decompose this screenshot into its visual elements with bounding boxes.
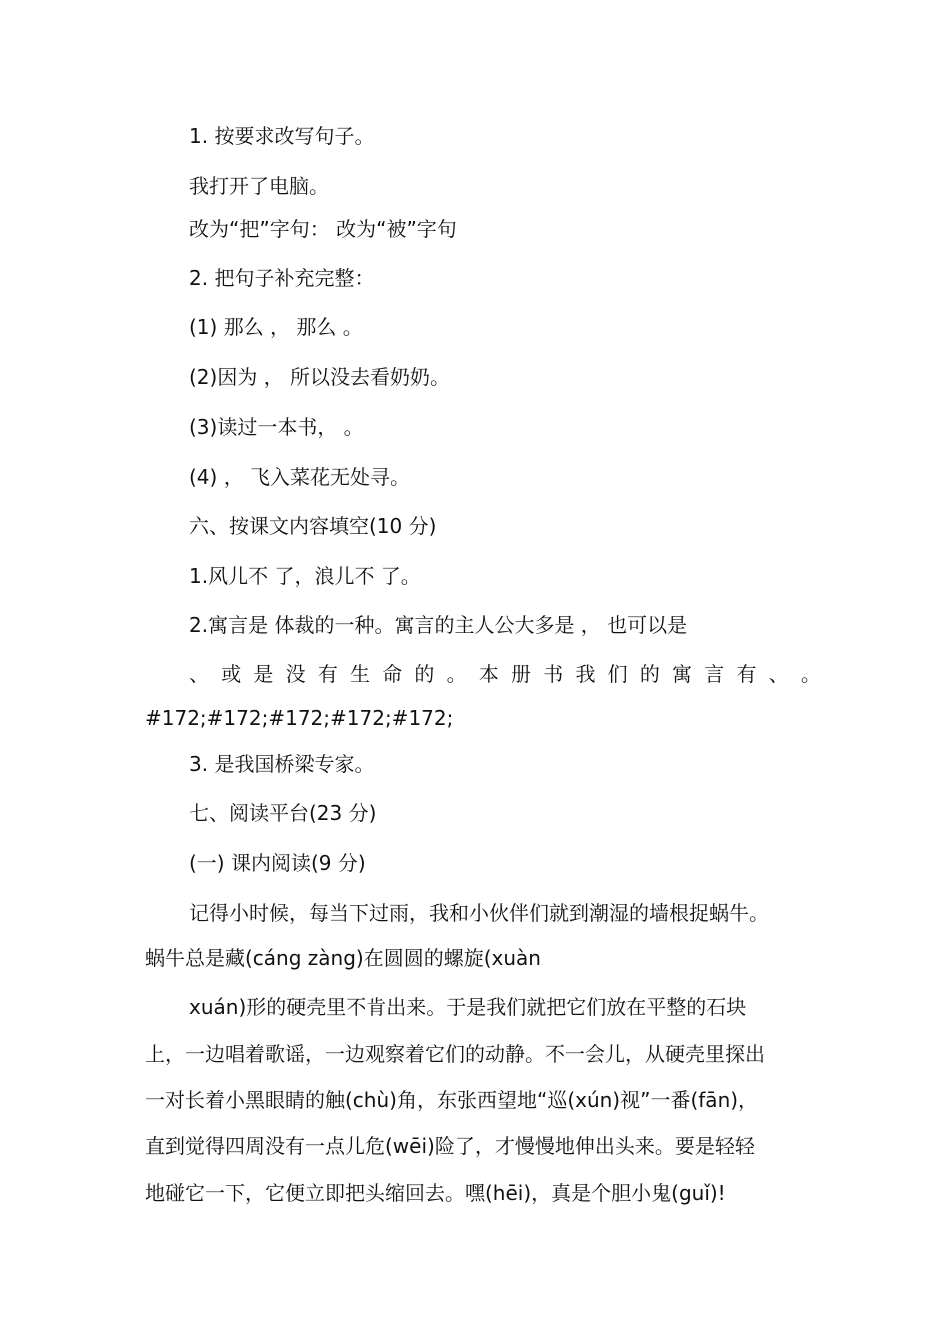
placeholder-entities: #172;#172;#172;#172;#172;	[145, 706, 454, 730]
spread-char: 。	[446, 662, 467, 686]
spread-char: 或	[221, 662, 242, 686]
section-6-heading: 六、按课文内容填空(10 分)	[189, 514, 437, 538]
spread-char: 书	[543, 662, 564, 686]
spread-char: 、	[189, 662, 209, 686]
fill-item-1: (1) 那么 ， 那么 。	[189, 315, 363, 339]
rewrite-instruction: 改为“把”字句： 改为“被”字句	[189, 217, 457, 241]
passage-line: 上，一边唱着歌谣，一边观察着它们的动静。不一会儿，从硬壳里探出	[145, 1042, 765, 1066]
spread-char: 。	[800, 662, 821, 686]
spread-char: 命	[382, 662, 403, 686]
spread-char: 有	[736, 662, 757, 686]
spread-char: 、	[768, 662, 789, 686]
section-7-heading: 七、阅读平台(23 分)	[189, 801, 377, 825]
spread-char: 没	[285, 662, 306, 686]
passage-line: 直到觉得四周没有一点儿危(wēi)险了，才慢慢地伸出头来。要是轻轻	[145, 1134, 755, 1158]
item-1-heading: 1. 按要求改写句子。	[189, 124, 375, 148]
spread-char: 言	[704, 662, 725, 686]
justified-line	[189, 660, 821, 688]
section-6-item-1: 1.风儿不 了，浪儿不 了。	[189, 564, 421, 588]
fill-item-4: (4) ， 飞入菜花无处寻。	[189, 465, 411, 489]
fill-item-3: (3)读过一本书， 。	[189, 415, 364, 439]
spread-char: 的	[414, 662, 435, 686]
spread-char: 生	[350, 662, 371, 686]
passage-line: xuán)形的硬壳里不肯出来。于是我们就把它们放在平整的石块	[189, 995, 747, 1019]
spread-char: 是	[253, 662, 274, 686]
spread-char: 我	[575, 662, 596, 686]
spread-char: 们	[607, 662, 628, 686]
reading-subheading: (一) 课内阅读(9 分)	[189, 851, 366, 875]
section-6-item-3: 3. 是我国桥梁专家。	[189, 752, 375, 776]
spread-char: 有	[317, 662, 338, 686]
item-2-heading: 2. 把句子补充完整：	[189, 266, 375, 290]
passage-line: 记得小时候，每当下过雨，我和小伙伴们就到潮湿的墙根捉蜗牛。	[189, 901, 769, 925]
spread-char: 的	[639, 662, 660, 686]
passage-line: 蜗牛总是藏(cáng zàng)在圆圆的螺旋(xuàn	[145, 946, 541, 970]
sentence-line: 我打开了电脑。	[189, 174, 329, 198]
spread-char: 寓	[672, 662, 693, 686]
section-6-item-2: 2.寓言是 体裁的一种。寓言的主人公大多是 ， 也可以是	[189, 613, 688, 637]
spread-char: 本	[478, 662, 499, 686]
passage-line: 一对长着小黑眼睛的触(chù)角，东张西望地“巡(xún)视”一番(fān)，	[145, 1088, 759, 1112]
passage-line: 地碰它一下，它便立即把头缩回去。嘿(hēi)，真是个胆小鬼(guǐ)!	[145, 1181, 726, 1205]
spread-char: 册	[511, 662, 532, 686]
fill-item-2: (2)因为 ， 所以没去看奶奶。	[189, 365, 451, 389]
